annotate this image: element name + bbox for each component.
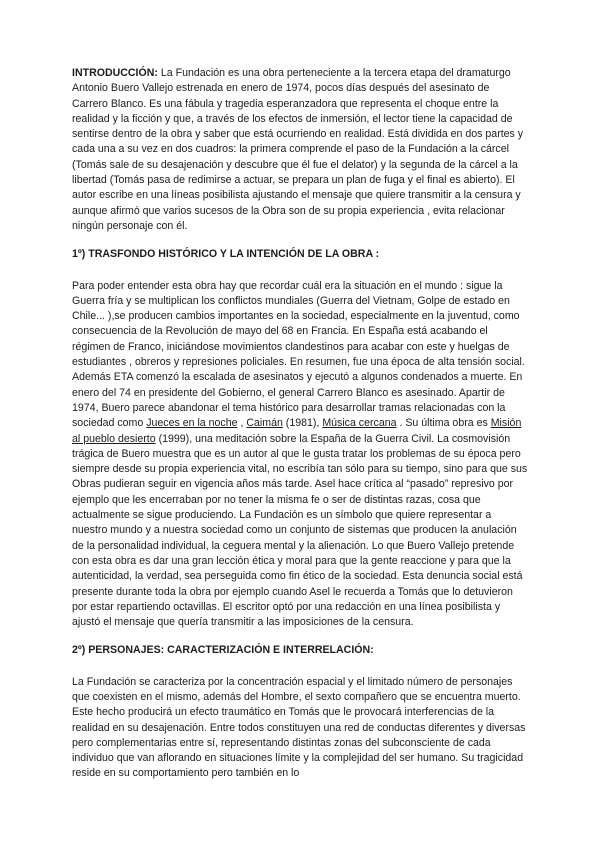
intro-label: INTRODUCCIÓN: bbox=[72, 67, 158, 79]
section1-text-d: . Su última obra es bbox=[396, 417, 491, 430]
section1-text-e: (1999), una meditación sobre la España de la Guerra Civil. La cosmovisión trágica de Buero muestra que es un autor al que le gusta tratar los problemas de su época pero siempre desde su propia experiencia vital, no escribía tan sólo para su tiempo, sino para que sus Obras pudieran seguir en vigencia años más tarde. Asel hace crítica al “pasado” represivo por ejemplo que les encerraban por no tener la misma fe o ser de distintas razas, cosa que actualmente se sigue produciendo. La Fundación es un símbolo que quiere representar a nuestro mundo y a nuestra sociedad como un conjunto de sistemas que producen la anulación de la personalidad individual, la ceguera mental y la alienación. Lo que Buero Vallejo pretende con esta obra es dar una gran lección ética y moral para que la gente reaccione y para que la autenticidad, la verdad, sea perseguida como fin ético de la sociedad. Esta denuncia social está presente durante toda la obra por ejemplo cuando Asel le recuerda a Tomás que lo detuvieron por estar repartiendo octavillas. El escritor optó por una redacción en una línea posibilista y ajustó el mensaje que quería transmitir a las imposiciones de la censura. bbox=[72, 432, 528, 629]
document-page bbox=[72, 66, 528, 782]
section1-text-b: , bbox=[237, 417, 247, 430]
intro-text: La Fundación es una obra perteneciente a la tercera etapa del dramaturgo Antonio Buero Vallejo estrenada en enero de 1974, pocos días después del asesinato de Carrero Blanco. Es una fábula y tragedia esperanzadora que representa el choque entre la realidad y la ficción y que, a través de los efectos de inmersión, el lector tiene la capacidad de sentirse dentro de la obra y saber que está ocurriendo en realidad. Está dividida en dos partes y cada una a su vez en dos cuadros: la primera comprende el paso de la Fundación a la cárcel (Tomás sale de su desajenación y descubre que él fue el delator) y la segunda de la cárcel a la libertad (Tomás pasa de redimirse a actuar, se prepara un plan de fuga y el final es abierto). El autor escribe en una líneas posibilista ajustando el mensaje que quiere transmitir a la censura y aunque afirmó que varios sucesos de la Obra son de su propia experiencia , evita relacionar ningún personaje con él. bbox=[72, 67, 524, 232]
link-musica-cercana[interactable]: Música cercana bbox=[322, 417, 397, 430]
section2-heading: 2º) PERSONAJES: CARACTERIZACIÓN E INTERRELACIÓN: bbox=[72, 644, 374, 657]
section1-heading: 1º) TRASFONDO HISTÓRICO Y LA INTENCIÓN DE LA OBRA : bbox=[72, 248, 380, 261]
section1-text-c: (1981), bbox=[282, 417, 323, 430]
section2-paragraph: La Fundación se caracteriza por la concentración espacial y el limitado número de personajes que coexisten en el mismo, además del Hombre, el sexto compañero que se encuentra muerto. Este hecho producirá un efecto traumático en Tomás que le provocará interferencias de la realidad en su desajenación. Entre todos constituyen una red de conductas diferentes y diversas pero complementarias entre sí, representando distintas zonas del subconsciente de cada individuo que van aflorando en situaciones límite y la complejidad del ser humano. Su tragicidad reside en su comportamiento pero también en lo bbox=[72, 675, 526, 780]
intro-paragraph bbox=[72, 66, 528, 234]
section1-text-a: Para poder entender esta obra hay que recordar cuál era la situación en el mundo : sigue la Guerra fría y se multiplican los conflictos mundiales (Guerra del Vietnam, Golpe de estado en Chile... ),se producen cambios importantes en la sociedad, especialmente en la juventud, como consecuencia de la Revolución de mayo del 68 en Francia. En España está acabando el régimen de Franco, iniciándose movimientos clandestinos para acabar con este y huelgas de estudiantes , obreros y represiones policiales. En resumen, fue una época de alta tensión social. Además ETA comenzó la escalada de asesinatos y ejecutó a algunos condenados a muerte. En enero del 74 en presidente del Gobierno, el general Carrero Blanco es asesinado. Apartir de 1974, Buero parece abandonar el tema histórico para desarrollar tramas relacionadas con la sociedad como bbox=[72, 279, 525, 430]
link-mision-al-pueblo-desierto[interactable]: Misión al pueblo desierto bbox=[72, 417, 522, 445]
link-caiman[interactable]: Caimán bbox=[246, 417, 283, 430]
section1-paragraph bbox=[72, 279, 528, 631]
link-jueces-en-la-noche[interactable]: Jueces en la noche bbox=[146, 417, 238, 430]
